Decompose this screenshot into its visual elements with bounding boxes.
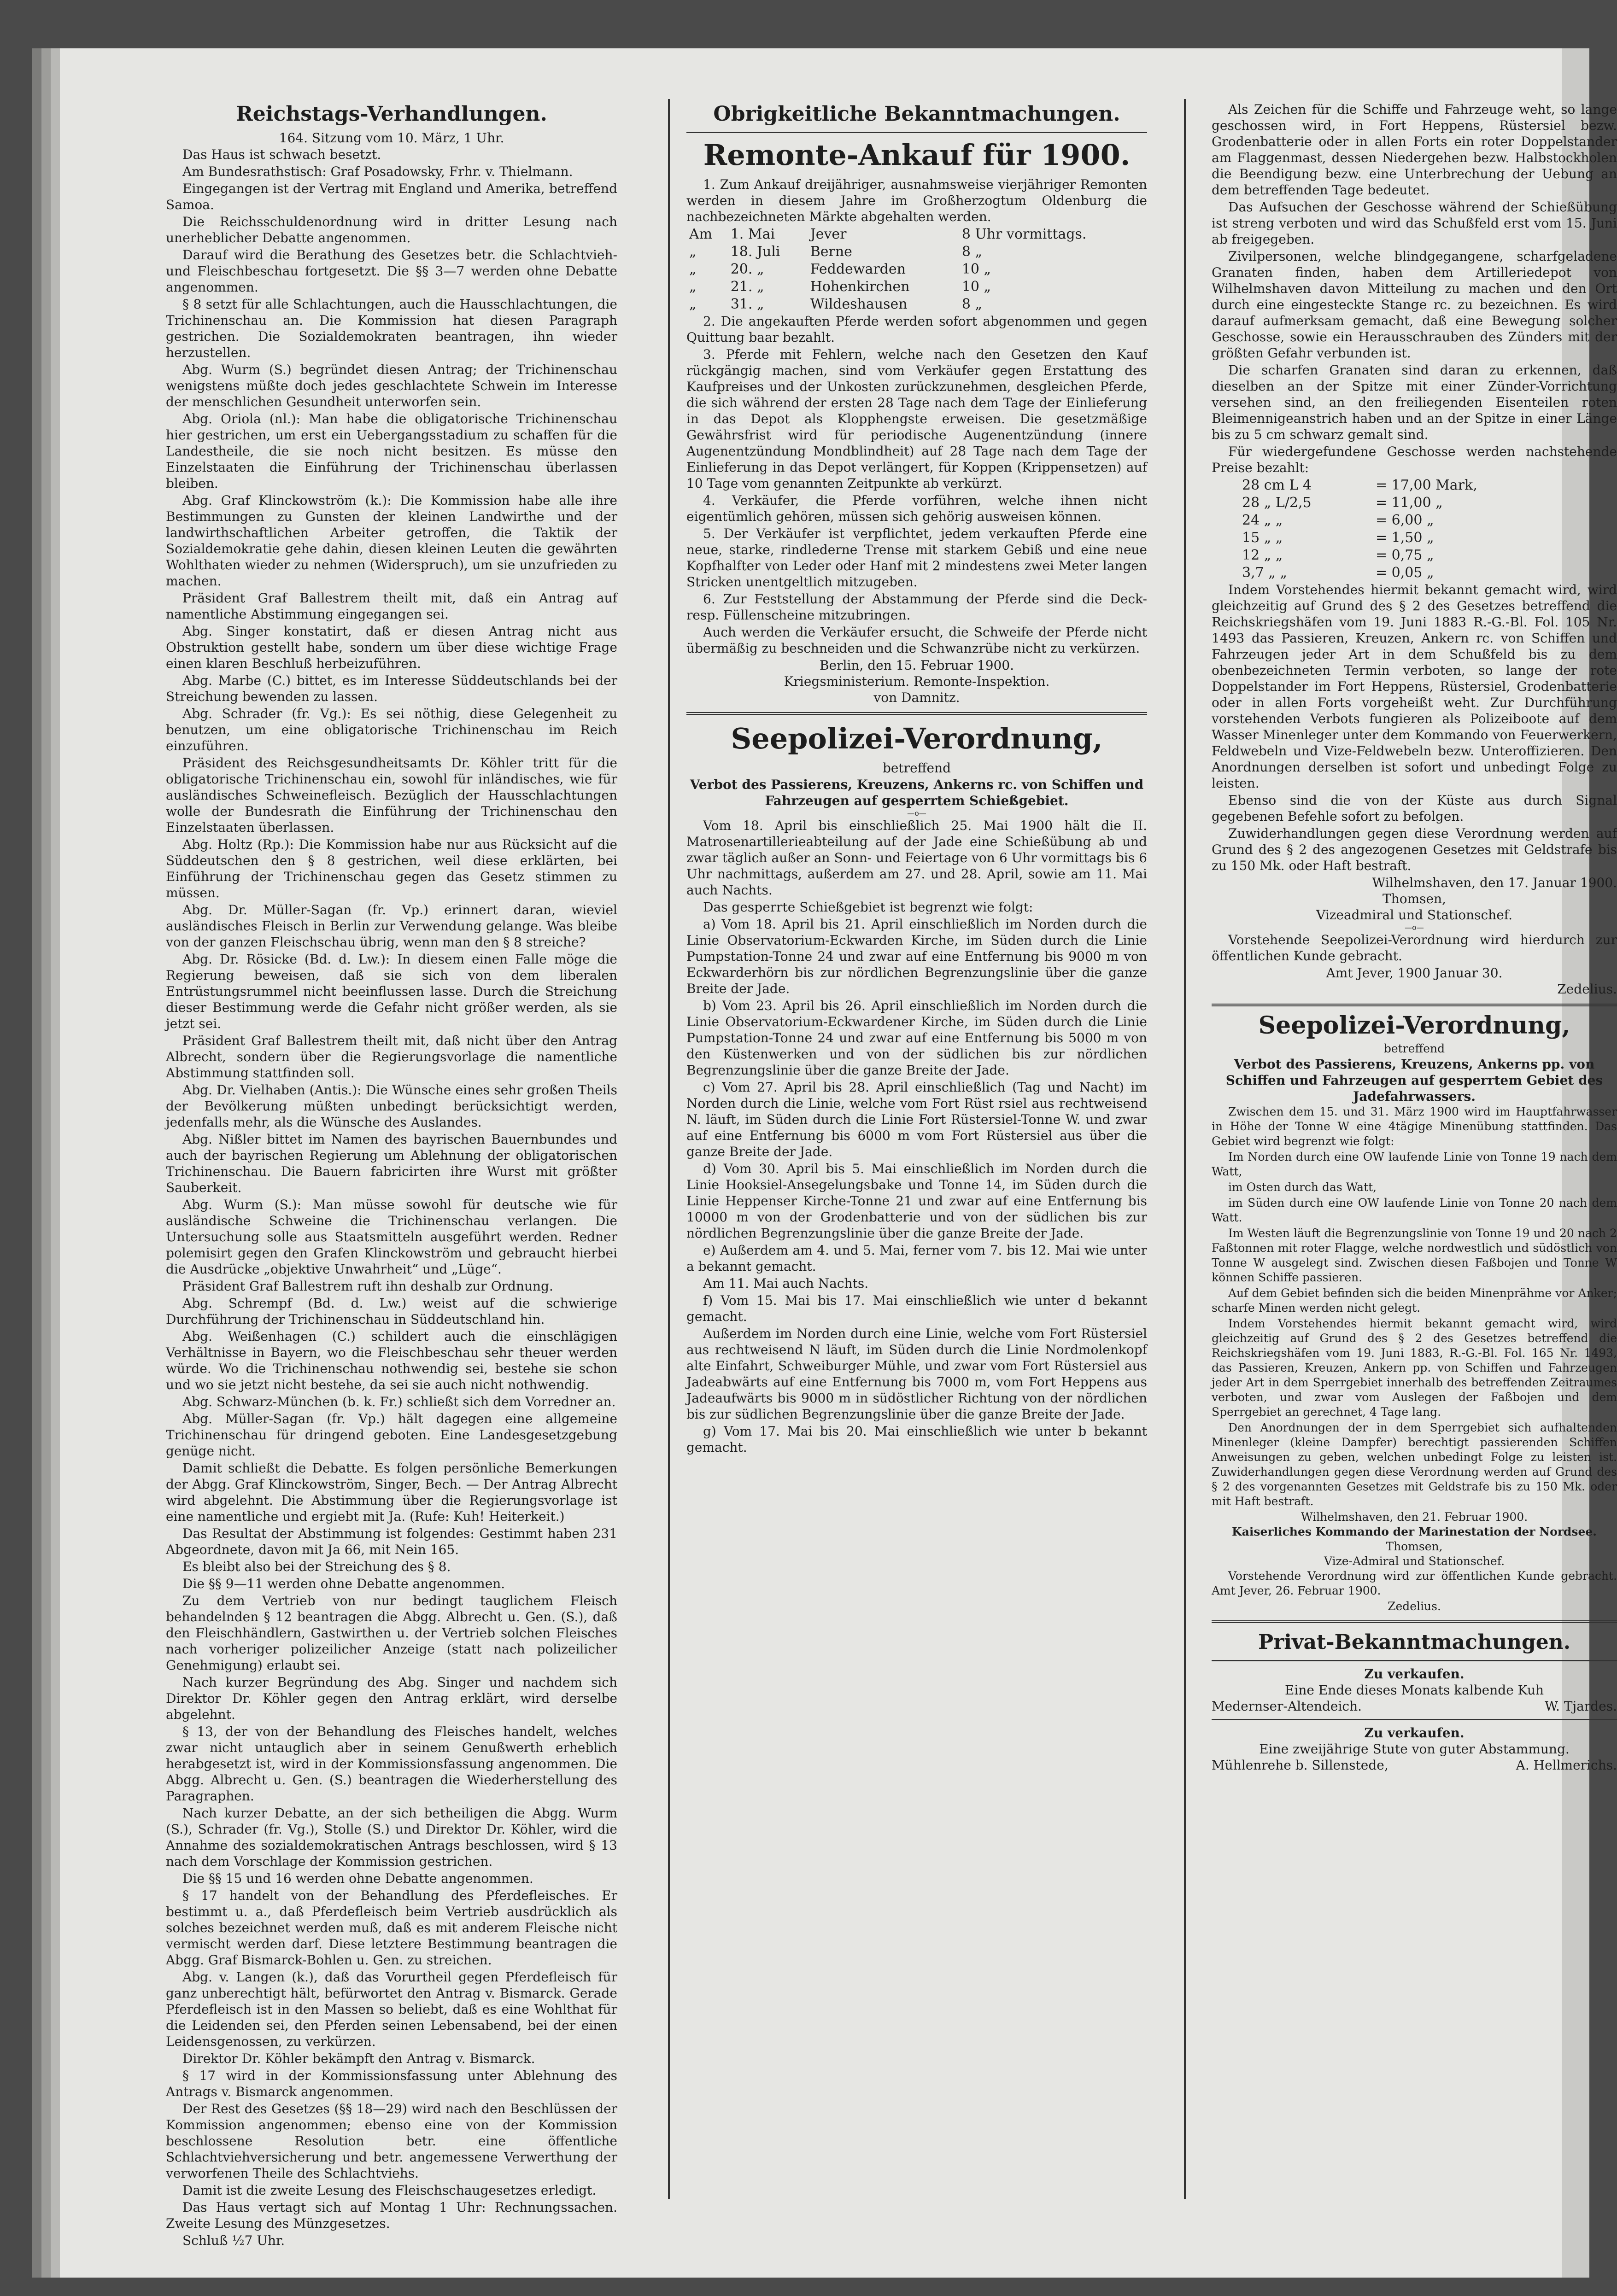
paragraph: Die scharfen Granaten sind daran zu erkennen, daß dieselben an der Spitze mit einer Zünder-Vorrichtung versehen sind, an den freiliegenden Eisenteilen roten Bleimennigeanstrich haben und an der Spitze in einer Länge bis zu 5 cm schwarz gemalt sind. [1212,362,1617,442]
market-row [686,296,1147,313]
table-cell: „ [689,279,697,295]
paragraph: § 13, der von der Behandlung des Fleisches handelt, welches zwar nicht untauglich aber in seinem Genußwerth erheblich herabgesetzt ist, wird in der Kommissionsfassung angenommen. Die Abgg. Albrecht u. Gen. (S.) beantragen die Wiederherstellung des Paragraphen. [166,1724,617,1804]
remonte-paragraphs [686,313,1147,656]
paragraph: Darauf wird die Berathung des Gesetzes betr. die Schlachtvieh- und Fleischbeschau fortgesetzt. Die §§ 3—7 werden ohne Debatte angenommen. [166,247,617,295]
paragraph: Zu dem Vertrieb von nur bedingt tauglichem Fleisch behandelnden § 12 beantragen die Abgg. Albrecht u. Gen. (S.), daß den Fleischhändlern, Gastwirthen u. der Vertrieb solchen Fleisches nach vorheriger polizeilicher Anzeige (statt nach polizeilicher Genehmigung) erlaubt sei. [166,1593,617,1673]
table-cell: 10 „ [961,261,991,277]
divider [686,132,1147,133]
paragraph: Präsident Graf Ballestrem ruft ihn deshalb zur Ordnung. [182,1279,553,1294]
paragraph: im Osten durch das Watt, [1228,1180,1377,1194]
price-table [1239,477,1564,582]
price-row [1239,494,1564,512]
paragraph: Abg. Marbe (C.) bittet, es im Interesse Süddeutschlands bei der Streichung bewenden zu lassen. [166,673,617,704]
paragraph: Damit schließt die Debatte. Es folgen persönliche Bemerkungen der Abgg. Graf Klinckowström, Singer, Bech. — Der Antrag Albrecht wird abgelehnt. Die Abstimmung über die Regierungsvorlage ist eine namentliche und ergiebt mit Ja. (Rufe: Kuh! Heiterkeit.) [166,1461,617,1524]
table-cell: 8 „ [961,244,982,260]
column-rule [668,99,670,2199]
paragraph: Abg. Graf Klinckowström (k.): Die Kommission habe alle ihre Bestimmungen zu Gunsten der kleinen Landwirthe und der landwirthschaftlichen Arbeiter getroffen, die Taktik der Sozialdemokratie gehe dahin, diesen kleinen Leuten die gewährten Wohlthaten wieder zu nehmen (Widerspruch), um sie unzufrieden zu machen. [166,493,617,589]
paragraph: Ebenso sind die von der Küste aus durch Signal gegebenen Befehle sofort zu befolgen. [1212,793,1617,824]
seepolizei2-title: Seepolizei-Verordnung, [1258,1011,1570,1040]
seepolizei2-betreffend: betreffend [1383,1042,1445,1055]
session-line: 164. Sitzung vom 10. März, 1 Uhr. [279,130,504,146]
table-cell: 8 Uhr vormittags. [961,226,1087,242]
ad1-sign-right: W. Tjardes. [1545,1699,1617,1714]
sign-title: Vizeadmiral und Stationschef. [1316,907,1513,923]
paragraph: Das Resultat der Abstimmung ist folgendes: Gestimmt haben 231 Abgeordnete, davon mit Ja 66, mit Nein 165. [166,1526,617,1557]
paragraph: Abg. Wurm (S.) begründet diesen Antrag; der Trichinenschau wenigstens müßte doch jedes geschlachtete Schwein im Interesse der menschlichen Gesundheit unterworfen sein. [166,362,617,409]
table-cell: 18. Juli [730,244,780,260]
column-bekanntmachungen [686,101,1147,2202]
table-cell: Feddewarden [810,261,906,277]
paragraph: d) Vom 30. April bis 5. Mai einschließlich im Norden durch die Linie Hooksiel-Ansegelungsbake und Tonne 14, im Süden durch die Linie Heppenser Kirche-Tonne 21 und zwar auf eine Entfernung bis 10000 m von der Grodenbatterie und von der südlichen bis zur nördlichen Begrenzungslinie über die ganze Breite der Jade. [686,1161,1147,1241]
paragraph: 2. Die angekauften Pferde werden sofort abgenommen und gegen Quittung baar bezahlt. [686,314,1147,345]
price-row [1239,477,1564,494]
seepolizei-title: Seepolizei-Verordnung, [731,722,1103,755]
paragraph: Abg. Weißenhagen (C.) schildert auch die einschlägigen Verhältnisse in Bayern, wo die Fleischbeschau sehr theuer werden würde. Wo die Trichinenschau nothwendig sei, bestehe sie schon und wo sie jetzt nicht bestehe, da sei sie auch nicht nothwendig. [166,1329,617,1392]
paragraph: Für wiedergefundene Geschosse werden nachstehende Preise bezahlt: [1212,444,1617,475]
official-heading: Obrigkeitliche Bekanntmachungen. [713,102,1120,126]
paragraph: Präsident des Reichsgesundheitsamts Dr. Köhler tritt für die obligatorische Trichinenschau ein, sowohl für inländisches, wie für ausländisches Schweinefleisch. Bezüglich der Hausschlachtungen wolle der Bundesrath die Einführung der Trichinenschau den Einzelstaaten überlassen. [166,755,617,835]
price-row [1239,547,1564,564]
paragraph: § 8 setzt für alle Schlachtungen, auch die Hausschlachtungen, die Trichinenschau an. Die Kommission hat diesen Paragraph gestrichen. Die Sozialdemokraten beantragen, ihn wieder herzustellen. [166,297,617,360]
ad1-sign [1212,1698,1617,1714]
paragraph: 5. Der Verkäufer ist verpflichtet, jedem verkauften Pferde eine neue, starke, rindlederne Trense mit starkem Gebiß und eine neue Kopfhalfter von Leder oder Hanf mit 2 mindestens zwei Meter langen Stricken unentgeltlich mitzugeben. [686,526,1147,590]
divider [1212,1004,1617,1006]
see2-note [1212,1569,1617,1598]
paragraph: 6. Zur Feststellung der Abstammung der Pferde sind die Deck- resp. Füllenscheine mitzubringen. [686,591,1147,623]
divider [686,712,1147,715]
table-cell: = 0,75 „ [1375,547,1434,563]
notice-text-2 [1212,582,1617,874]
paragraph: 4. Verkäufer, die Pferde vorführen, welche ihnen nicht eigentümlich gehören, müssen sich gehörig ausweisen können. [686,493,1147,524]
paragraph: Als Zeichen für die Schiffe und Fahrzeuge weht, so lange geschossen wird, in Fort Heppens, Rüstersiel bezw. Grodenbatterie oder in allen Forts ein roter Doppelstander am Flaggenmast, dessen Niedergehen bezw. Halbstockholen die Beendigung bezw. eine Unterbrechung der Uebung an dem betreffenden Tage bedeutet. [1212,102,1617,198]
paragraph: Das Haus vertagt sich auf Montag 1 Uhr: Rechnungssachen. Zweite Lesung des Münzgesetzes. [166,2200,617,2231]
table-cell: 28 „ L/2,5 [1242,495,1312,511]
paragraph: Auch werden die Verkäufer ersucht, die Schweife der Pferde nicht übermäßig zu beschneiden und die Schwanzrübe nicht zu verkürzen. [686,625,1147,656]
seepolizei2-text [1212,1104,1617,1509]
notice-text [1212,101,1617,476]
table-cell: 21. „ [730,279,764,295]
paragraph: Vom 18. April bis einschließlich 25. Mai 1900 hält die II. Matrosenartillerieabteilung auf der Jade eine Schießübung ab und zwar täglich außer an Sonn- und Feiertage von 6 Uhr vormittags bis 6 Uhr nachmittags, außerdem am 27. und 28. April, sowie am 11. Mai auch Nachts. [686,818,1147,898]
paragraph: Abg. Schwarz-München (b. k. Fr.) schließt sich dem Vorredner an. [182,1394,616,1409]
seepolizei-text [686,818,1147,1455]
paragraph: Am 11. Mai auch Nachts. [703,1276,869,1291]
paragraph: Auf dem Gebiet befinden sich die beiden Minenprähme vor Anker; scharfe Minen werden nicht gelegt. [1212,1286,1617,1315]
table-cell: „ [689,261,697,277]
market-row [686,243,1147,261]
publish-note [1212,932,1617,964]
paragraph: Zuwiderhandlungen gegen diese Verordnung werden auf Grund des § 2 des angezogenen Gesetzes mit Geldstrafe bis zu 150 Mk. oder Haft bestraft. [1212,826,1617,873]
paragraph: Nach kurzer Begründung des Abg. Singer und nachdem sich Direktor Dr. Köhler gegen den Antrag erklärt, wird derselbe abgelehnt. [166,1675,617,1722]
table-cell: Berne [810,244,852,260]
place-date: Wilhelmshaven, den 17. Januar 1900. [1372,875,1617,890]
ad2-text: Eine zweijährige Stute von guter Abstammung. [1259,1741,1570,1757]
column-reichstag [166,101,617,2248]
paragraph: Am Bundesrathstisch: Graf Posadowsky, Frhr. v. Thielmann. [182,164,573,179]
market-row [686,261,1147,278]
remonte-intro: 1. Zum Ankauf dreijähriger, ausnahmsweise vierjähriger Remonten werden in diesem Jahre im Großherzogtum Oldenburg die nachbezeichneten Märkte abgehalten werden. [686,177,1147,224]
paragraph: Im Norden durch eine OW laufende Linie von Tonne 19 nach dem Watt, [1212,1150,1617,1178]
table-cell: 10 „ [961,279,991,295]
table-cell: 31. „ [730,296,764,312]
paragraph: Abg. Schrempf (Bd. d. Lw.) weist auf die schwierige Durchführung der Trichinenschau in Süddeutschland hin. [166,1296,617,1327]
paragraph: Abg. Schrader (fr. Vg.): Es sei nöthig, diese Gelegenheit zu benutzen, um eine obligatorische Trichinenschau im Reich einzuführen. [166,706,617,754]
see2-name: Thomsen, [1386,1540,1443,1553]
paragraph: Abg. Dr. Vielhaben (Antis.): Die Wünsche eines sehr großen Theils der Bevölkerung müßten unbedingt berücksichtigt werden, jedenfalls mehr, als die Wünsche des Auslandes. [166,1082,617,1130]
ad1-sign-left: Medernser-Altendeich. [1212,1699,1362,1714]
paragraph: e) Außerdem am 4. und 5. Mai, ferner vom 7. bis 12. Mai wie unter a bekannt gemacht. [686,1243,1147,1274]
paragraph: Eingegangen ist der Vertrag mit England und Amerika, betreffend Samoa. [166,181,617,212]
paragraph: Zwischen dem 15. und 31. März 1900 wird im Hauptfahrwasser in Höhe der Tonne W eine 4tägige Minenübung stattfinden. Das Gebiet wird begrenzt wie folgt: [1212,1105,1617,1148]
paragraph: Indem Vorstehendes hiermit bekannt gemacht wird, wird gleichzeitig auf Grund des § 2 des Gesetzes betreffend die Reichskriegshäfen vom 19. Juni 1883, R.-G.-Bl. Fol. 165 Nr. 1493, das Passieren, Kreuzen, Ankern pp. von Schiffen und Fahrzeugen jeder Art in dem Sperrgebiet innerhalb des betreffenden Zeitraumes verboten, und zwar vom Auslegen der Faßbojen und dem Sperrgebiet an gerechnet, 4 Tage lang. [1212,1317,1617,1419]
seepolizei2-subtitle: Verbot des Passierens, Kreuzens, Ankerns pp. von Schiffen und Fahrzeugen auf gesperrtem Gebiet des Jadefahrwassers. [1225,1057,1603,1104]
paragraph: Präsident Graf Ballestrem theilt mit, daß ein Antrag auf namentliche Abstimmung eingegangen sei. [166,590,617,622]
ad1-text: Eine Ende dieses Monats kalbende Kuh [1284,1683,1544,1698]
paragraph: Das Aufsuchen der Geschosse während der Schießübung ist streng verboten und wird das Schußfeld erst vom 15. Juni ab freigegeben. [1212,199,1617,247]
table-cell: „ [689,244,697,260]
paragraph: 3. Pferde mit Fehlern, welche nach den Gesetzen den Kauf rückgängig machen, sind vom Verkäufer gegen Erstattung des Kaufpreises und der Unkosten zurückzunehmen, desgleichen Pferde, die sich während der ersten 28 Tage nach dem Tage der Einlieferung in das Depot als Klopphengste erweisen. Die gesetzmäßige Gewährsfrist wird für periodische Augenentzündung (innere Augenentzündung Mondblindheit) auf 28 Tage nach dem Tage der Einlieferung in das Depot verlängert, für Koppen (Krippensetzen) auf 10 Tage vom genannten Zeitpunkte ab verkürzt. [686,347,1147,491]
paragraph: Die §§ 15 und 16 werden ohne Debatte angenommen. [182,1871,533,1886]
paragraph: g) Vom 17. Mai bis 20. Mai einschließlich wie unter b bekannt gemacht. [686,1424,1147,1455]
paragraph: Nach kurzer Debatte, an der sich betheiligen die Abgg. Wurm (S.), Schrader (fr. Vg.), Stolle (S.) und Direktor Dr. Köhler, wird die Annahme des sozialdemokratischen Antrags beschlossen, wird § 13 nach dem Vorschlage der Kommission gestrichen. [166,1805,617,1869]
paragraph: Abg. v. Langen (k.), daß das Vorurtheil gegen Pferdefleisch für ganz unberechtigt hält, befürwortet den Antrag v. Bismarck. Gerade Pferdefleisch ist in den Massen so beliebt, daß es eine Wohlthat für die Leidenden sei, den Pferden seinen Lebensabend, bei der einen Leidensgenossen, zu verkürzen. [166,1969,617,2049]
paragraph: Abg. Müller-Sagan (fr. Vp.) hält dagegen eine allgemeine Trichinenschau für dringend geboten. Eine Landesgesetzgebung genüge nicht. [166,1411,617,1459]
sign-name: Thomsen, [1383,891,1446,906]
divider [1212,1620,1617,1623]
paragraph: Abg. Oriola (nl.): Man habe die obligatorische Trichinenschau hier gestrichen, um erst ein Uebergangsstadium zu schaffen für die Landestheile, die sie noch nicht besitzen. Es müsse den Einzelstaaten die Einführung der Trichinenschau überlassen bleiben. [166,411,617,491]
market-row [686,278,1147,296]
ad2-sign-left: Mühlenrehe b. Sillenstede, [1212,1758,1389,1773]
see2-rank: Vize-Admiral und Stationschef. [1324,1554,1505,1568]
paragraph: Damit ist die zweite Lesung des Fleischschaugesetzes erledigt. [182,2183,597,2198]
table-cell: „ [689,296,697,312]
paragraph: Es bleibt also bei der Streichung des § 8. [182,1559,451,1574]
table-cell: = 17,00 Mark, [1375,477,1477,493]
column-rule [1184,99,1186,2199]
see2-place: Wilhelmshaven, den 21. Februar 1900. [1301,1510,1528,1524]
table-cell: = 0,05 „ [1375,565,1434,581]
see2-amt: Zedelius. [1388,1600,1441,1613]
paragraph: c) Vom 27. April bis 28. April einschließlich (Tag und Nacht) im Norden durch die Linie, welche vom Fort Rüst rsiel aus rechtweisend N. läuft, im Süden durch die Linie Fort Rüstersiel-Tonne W. und zwar auf eine Entfernung bis 6000 m vom Fort Rüstersiel aus über die ganze Breite der Jade. [686,1080,1147,1159]
remonte-title: Remonte-Ankauf für 1900. [703,138,1131,172]
ad2-sign-right: A. Hellmerichs. [1516,1758,1617,1773]
divider [1212,1719,1617,1720]
paragraph: Der Rest des Gesetzes (§§ 18—29) wird nach den Beschlüssen der Kommission angenommen; ebenso eine von der Kommission beschlossene Resolution betr. eine öffentliche Schlachtviehversicherung und betr. angemessene Verwerthung der verworfenen Theile des Schlachtviehs. [166,2101,617,2181]
paragraph: Zivilpersonen, welche blindgegangene, scharfgeladene Granaten finden, haben dem Artilleriedepot von Wilhelmshaven davon Mitteilung zu machen und den Ort durch eine eingesteckte Stange rc. zu bezeichnen. Es wird darauf aufmerksam gemacht, daß eine Bewegung solcher Geschosse, sowie ein Herausschrauben des Zünders mit der größten Gefahr verbunden ist. [1212,249,1617,361]
paragraph: Abg. Dr. Müller-Sagan (fr. Vp.) erinnert daran, wieviel ausländisches Fleisch in Berlin zur Verwendung gelange. Was bleibe von der ganzen Fleischschau übrig, wenn man den § 8 streiche? [166,902,617,950]
paragraph: Abg. Holtz (Rp.): Die Kommission habe nur aus Rücksicht auf die Süddeutschen den § 8 gestrichen, weil diese erklärten, bei Einführung der Trichinenschau gegen das Gesetz stimmen zu müssen. [166,837,617,900]
newspaper-page [60,48,1617,2278]
table-cell: 20. „ [730,261,764,277]
amt-date: Amt Jever, 1900 Januar 30. [1326,965,1503,981]
column-notices [1212,101,1617,2220]
paragraph: b) Vom 23. April bis 26. April einschließlich im Norden durch die Linie Observatorium-Eckwardener Kirche, im Süden durch die Linie Pumpstation-Tonne 24 und zwar auf eine Entfernung bis 5000 m von den Küstenwerken und von der südlichen bis zur nördlichen Begrenzungslinie über die ganze Breite der Jade. [686,998,1147,1078]
table-cell: 24 „ „ [1242,512,1283,528]
paragraph: § 17 handelt von der Behandlung des Pferdefleisches. Er bestimmt u. a., daß Pferdefleisch beim Vertrieb ausdrücklich als solches bezeichnet werden muß, daß es mit anderem Fleische nicht vermischt werden darf. Diese letztere Bestimmung beantragen die Abgg. Graf Bismarck-Bohlen u. Gen. zu streichen. [166,1888,617,1968]
table-cell: Am [689,226,713,242]
paragraph: Im Westen läuft die Begrenzungslinie von Tonne 19 und 20 nach 2 Faßtonnen mit roter Flagge, welche nordwestlich und südöstlich von Tonne W ausgelegt sind. Zwischen diesen Faßbojen und Tonne W können Schiffe passieren. [1212,1227,1617,1284]
divider-mark: —o— [907,809,926,818]
market-row [686,226,1147,243]
paragraph: Schluß ½7 Uhr. [182,2233,285,2248]
ad1-head: Zu verkaufen. [1364,1666,1465,1682]
paragraph: Das gesperrte Schießgebiet ist begrenzt wie folgt: [703,900,1033,915]
table-cell: 8 „ [961,296,982,312]
paragraph: Das Haus ist schwach besetzt. [182,147,381,162]
remonte-sign: Kriegsministerium. Remonte-Inspektion. [784,674,1050,689]
paragraph: Abg. Nißler bittet im Namen des bayrischen Bauernbundes und auch der bayrischen Regierung um Ablehnung der obligatorischen Trichinenschau. Die Bauern fabricirten ihre Wurst mit größter Sauberkeit. [166,1132,617,1195]
remonte-body [686,176,1147,225]
table-cell: Jever [810,226,847,242]
see2-kdo: Kaiserliches Kommando der Marinestation der Nordsee. [1232,1525,1597,1538]
paragraph: f) Vom 15. Mai bis 17. Mai einschließlich wie unter d bekannt gemacht. [686,1293,1147,1324]
ad2-sign [1212,1757,1617,1773]
table-cell: 15 „ „ [1242,530,1283,546]
divider-mark: —o— [1405,923,1424,932]
market-table [686,226,1147,313]
paragraph: Abg. Singer konstatirt, daß er diesen Antrag nicht aus Obstruktion gestellt habe, sondern um über diese wichtige Frage einen klaren Beschluß herbeizuführen. [166,624,617,671]
reichstag-title: Reichstags-Verhandlungen. [236,102,547,126]
divider [1212,1660,1617,1661]
paragraph: Die Reichsschuldenordnung wird in dritter Lesung nach unerheblicher Debatte angenommen. [166,214,617,245]
paragraph: Außerdem im Norden durch eine Linie, welche vom Fort Rüstersiel aus rechtweisend N läuft, im Süden durch die Linie Nordmolenkopf alte Einfahrt, Schweiburger Mühle, und zwar vom Fort Rüstersiel aus Jadeabwärts auf eine Entfernung bis 7000 m, vom Fort Heppens aus Jadeaufwärts bis 9000 m in südöstlicher Richtung von der nördlichen bis zur südlichen Begrenzungslinie über die ganze Breite der Jade. [686,1326,1147,1422]
table-cell: 3,7 „ „ [1242,565,1287,581]
paragraph: Abg. Wurm (S.): Man müsse sowohl für deutsche wie für ausländische Schweine die Trichinenschau verlangen. Die Untersuchung solle aus Staatsmitteln ausgeführt werden. Redner polemisirt gegen den Grafen Klinckowström und gebraucht hierbei die Ausdrücke „objektive Unwahrheit“ und „Lüge“. [166,1197,617,1277]
publish-note-text: Vorstehende Seepolizei-Verordnung wird hierdurch zur öffentlichen Kunde gebracht. [1212,932,1617,964]
table-cell: = 11,00 „ [1375,495,1443,511]
seepolizei-betreffend: betreffend [882,760,951,776]
table-cell: Hohenkirchen [810,279,910,295]
reichstag-text [166,146,617,2249]
table-cell: = 6,00 „ [1375,512,1434,528]
paragraph: a) Vom 18. April bis 21. April einschließlich im Norden durch die Linie Observatorium-Eckwarden Kirche, im Süden durch die Linie Pumpstation-Tonne 24 und zwar auf eine Entfernung bis 9000 m von Eckwarderhörn bis zur nördlichen Begrenzungslinie über die ganze Breite der Jade. [686,917,1147,996]
paragraph: Die §§ 9—11 werden ohne Debatte angenommen. [182,1576,505,1591]
remonte-sign2: von Damnitz. [873,690,960,705]
price-row [1239,512,1564,529]
paragraph: Direktor Dr. Köhler bekämpft den Antrag v. Bismarck. [182,2051,535,2066]
seepolizei-subtitle: Verbot des Passierens, Kreuzens, Ankerns rc. von Schiffen und Fahrzeugen auf gesperrtem Schießgebiet. [690,777,1144,808]
remonte-date: Berlin, den 15. Februar 1900. [819,658,1014,673]
paragraph: im Süden durch eine OW laufende Linie von Tonne 20 nach dem Watt. [1212,1196,1617,1224]
amt-sign: Zedelius. [1557,981,1617,997]
see2-note-text: Vorstehende Verordnung wird zur öffentlichen Kunde gebracht. Amt Jever, 26. Februar 1900. [1212,1569,1617,1597]
table-cell: = 1,50 „ [1375,530,1434,546]
paragraph: Indem Vorstehendes hiermit bekannt gemacht wird, wird gleichzeitig auf Grund des § 2 des Gesetzes betreffend die Reichskriegshäfen vom 19. Juni 1883 R.-G.-Bl. Fol. 105 Nr. 1493 das Passieren, Kreuzen, Ankern rc. von Schiffen und Fahrzeugen jeder Art in dem Schußfeld bis zu dem obenbezeichneten Termin verboten, so lange der rote Doppelstander im Fort Heppens, Rüstersiel, Grodenbatterie oder in allen Forts vorgeheißt weht. Zur Durchführung vorstehenden Verbots fungieren als Polizeiboote auf dem Wasser Minenleger unter dem Kommando von Feuerwerkern, Feldwebeln und Vize-Feldwebeln bezw. Unteroffizieren. Den Anordnungen derselben ist sofort und unbedingt Folge zu leisten. [1212,582,1617,791]
price-row [1239,564,1564,582]
paragraph: Präsident Graf Ballestrem theilt mit, daß nicht über den Antrag Albrecht, sondern über die Regierungsvorlage die namentliche Abstimmung stattfinden soll. [166,1033,617,1081]
ad2-head: Zu verkaufen. [1364,1725,1465,1741]
table-cell: 1. Mai [730,226,775,242]
private-title: Privat-Bekanntmachungen. [1258,1630,1571,1654]
table-cell: 28 cm L 4 [1242,477,1312,493]
paragraph: § 17 wird in der Kommissionsfassung unter Ablehnung des Antrags v. Bismarck angenommen. [166,2068,617,2099]
paragraph: Abg. Dr. Rösicke (Bd. d. Lw.): In diesem einen Falle möge die Regierung beweisen, daß sie sich von dem liberalen Entrüstungsrummel nicht beeinflussen lasse. Durch die Streichung dieser Bestimmung werde die Gefahr nicht größer werden, als sie jetzt sei. [166,952,617,1031]
table-cell: Wildeshausen [810,296,908,312]
table-cell: 12 „ „ [1242,547,1283,563]
paragraph: Den Anordnungen der in dem Sperrgebiet sich aufhaltenden Minenleger (kleine Dampfer) berechtigt passierenden Schiffen Anweisungen zu geben, welchen unbedingt Folge zu leisten ist. Zuwiderhandlungen gegen diese Verordnung werden auf Grund des § 2 des vorgenannten Gesetzes mit Geldstrafe bis zu 150 Mk. oder mit Haft bestraft. [1212,1421,1617,1508]
price-row [1239,529,1564,547]
